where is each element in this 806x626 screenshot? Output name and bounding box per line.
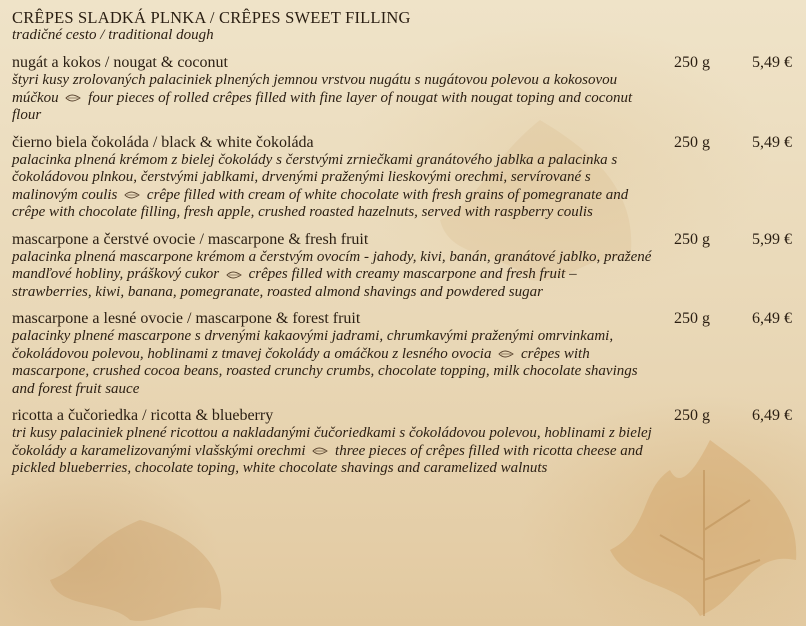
leaf-ornament-icon — [65, 94, 81, 102]
leaf-ornament-icon — [124, 191, 140, 199]
section-subtitle: tradičné cesto / traditional dough — [12, 27, 214, 43]
item-description-en: crêpe filled with cream of white chocolate with fresh grains of pomegranate and crêpe with chocolate filling, fresh apple, crushed roasted hazelnuts, served with raspberry coulis — [12, 186, 629, 220]
menu-item — [12, 134, 792, 222]
item-name: čierno biela čokoláda / black & white čokoláda — [12, 133, 314, 151]
item-description-en: crêpes filled with creamy mascarpone and fresh fruit – strawberries, kiwi, banana, pomegranate, roasted almond shavings and powdered sugar — [12, 266, 577, 300]
item-description-sk: palacinka plnená krémom z bielej čokolády s čerstvými zrniečkami granátového jablka a palacinka s čokoládovou plnkou, čerstvými jablkami, drvenými praženými lieskovými orechmi, servírované s malinovým coulis — [12, 151, 618, 203]
section-title: CRÊPES SLADKÁ PLNKA / CRÊPES SWEET FILLING — [12, 8, 411, 27]
item-description-sk: štyri kusy zrolovaných palaciniek plnených jemnou vrstvou nugátu s nugátovou polevou a kokosovou múčkou — [12, 72, 618, 106]
item-weight: 250 g — [674, 133, 710, 151]
item-price: 5,49 € — [752, 133, 792, 151]
item-description-en: three pieces of crêpes filled with ricotta cheese and pickled blueberries, chocolate toping, white chocolate shavings and caramelized walnuts — [12, 442, 643, 476]
item-weight: 250 g — [674, 230, 710, 248]
autumn-leaf-icon — [40, 500, 240, 626]
item-description-en: crêpes with mascarpone, crushed cocoa beans, roasted crunchy crumbs, chocolate topping, milk chocolate shavings and forest fruit sauce — [12, 345, 638, 397]
item-price: 6,49 € — [752, 407, 792, 424]
leaf-ornament-icon — [498, 350, 514, 358]
menu-item — [12, 54, 792, 125]
item-price: 5,99 € — [752, 230, 792, 248]
leaf-ornament-icon — [312, 447, 328, 455]
item-weight: 250 g — [674, 54, 710, 71]
menu-item — [12, 310, 792, 398]
item-name: mascarpone a lesné ovocie / mascarpone & forest fruit — [12, 310, 361, 327]
item-price: 6,49 € — [752, 310, 792, 327]
item-description-sk: tri kusy palaciniek plnené ricottou a nakladanými čučoriedkami s čokoládovou polevou, hoblinami z bielej čokolády a karamelizovanými vlašskými orechmi — [12, 425, 652, 459]
menu-item — [12, 407, 792, 478]
item-description-sk: palacinka plnená mascarpone krémom a čerstvým ovocím - jahody, kivi, banán, granátové jablko, pražené mandľové hobliny, práškový cukor — [12, 248, 652, 282]
item-name: mascarpone a čerstvé ovocie / mascarpone & fresh fruit — [12, 230, 369, 248]
item-description-en: four pieces of rolled crêpes filled with fine layer of nougat with nougat toping and coconut flour — [12, 89, 633, 123]
item-description-sk: palacinky plnené mascarpone s drvenými kakaovými jadrami, chrumkavými praženými omrvinkami, čokoládovou polevou, hoblinami z tmavej čokolády a omáčkou z lesného ovocia — [12, 328, 614, 362]
menu-section — [12, 8, 792, 487]
item-price: 5,49 € — [752, 54, 792, 71]
item-weight: 250 g — [674, 310, 710, 327]
item-name: ricotta a čučoriedka / ricotta & blueberry — [12, 407, 274, 424]
item-name: nugát a kokos / nougat & coconut — [12, 54, 228, 71]
menu-item — [12, 231, 792, 302]
item-weight: 250 g — [674, 407, 710, 424]
leaf-ornament-icon — [226, 271, 242, 279]
